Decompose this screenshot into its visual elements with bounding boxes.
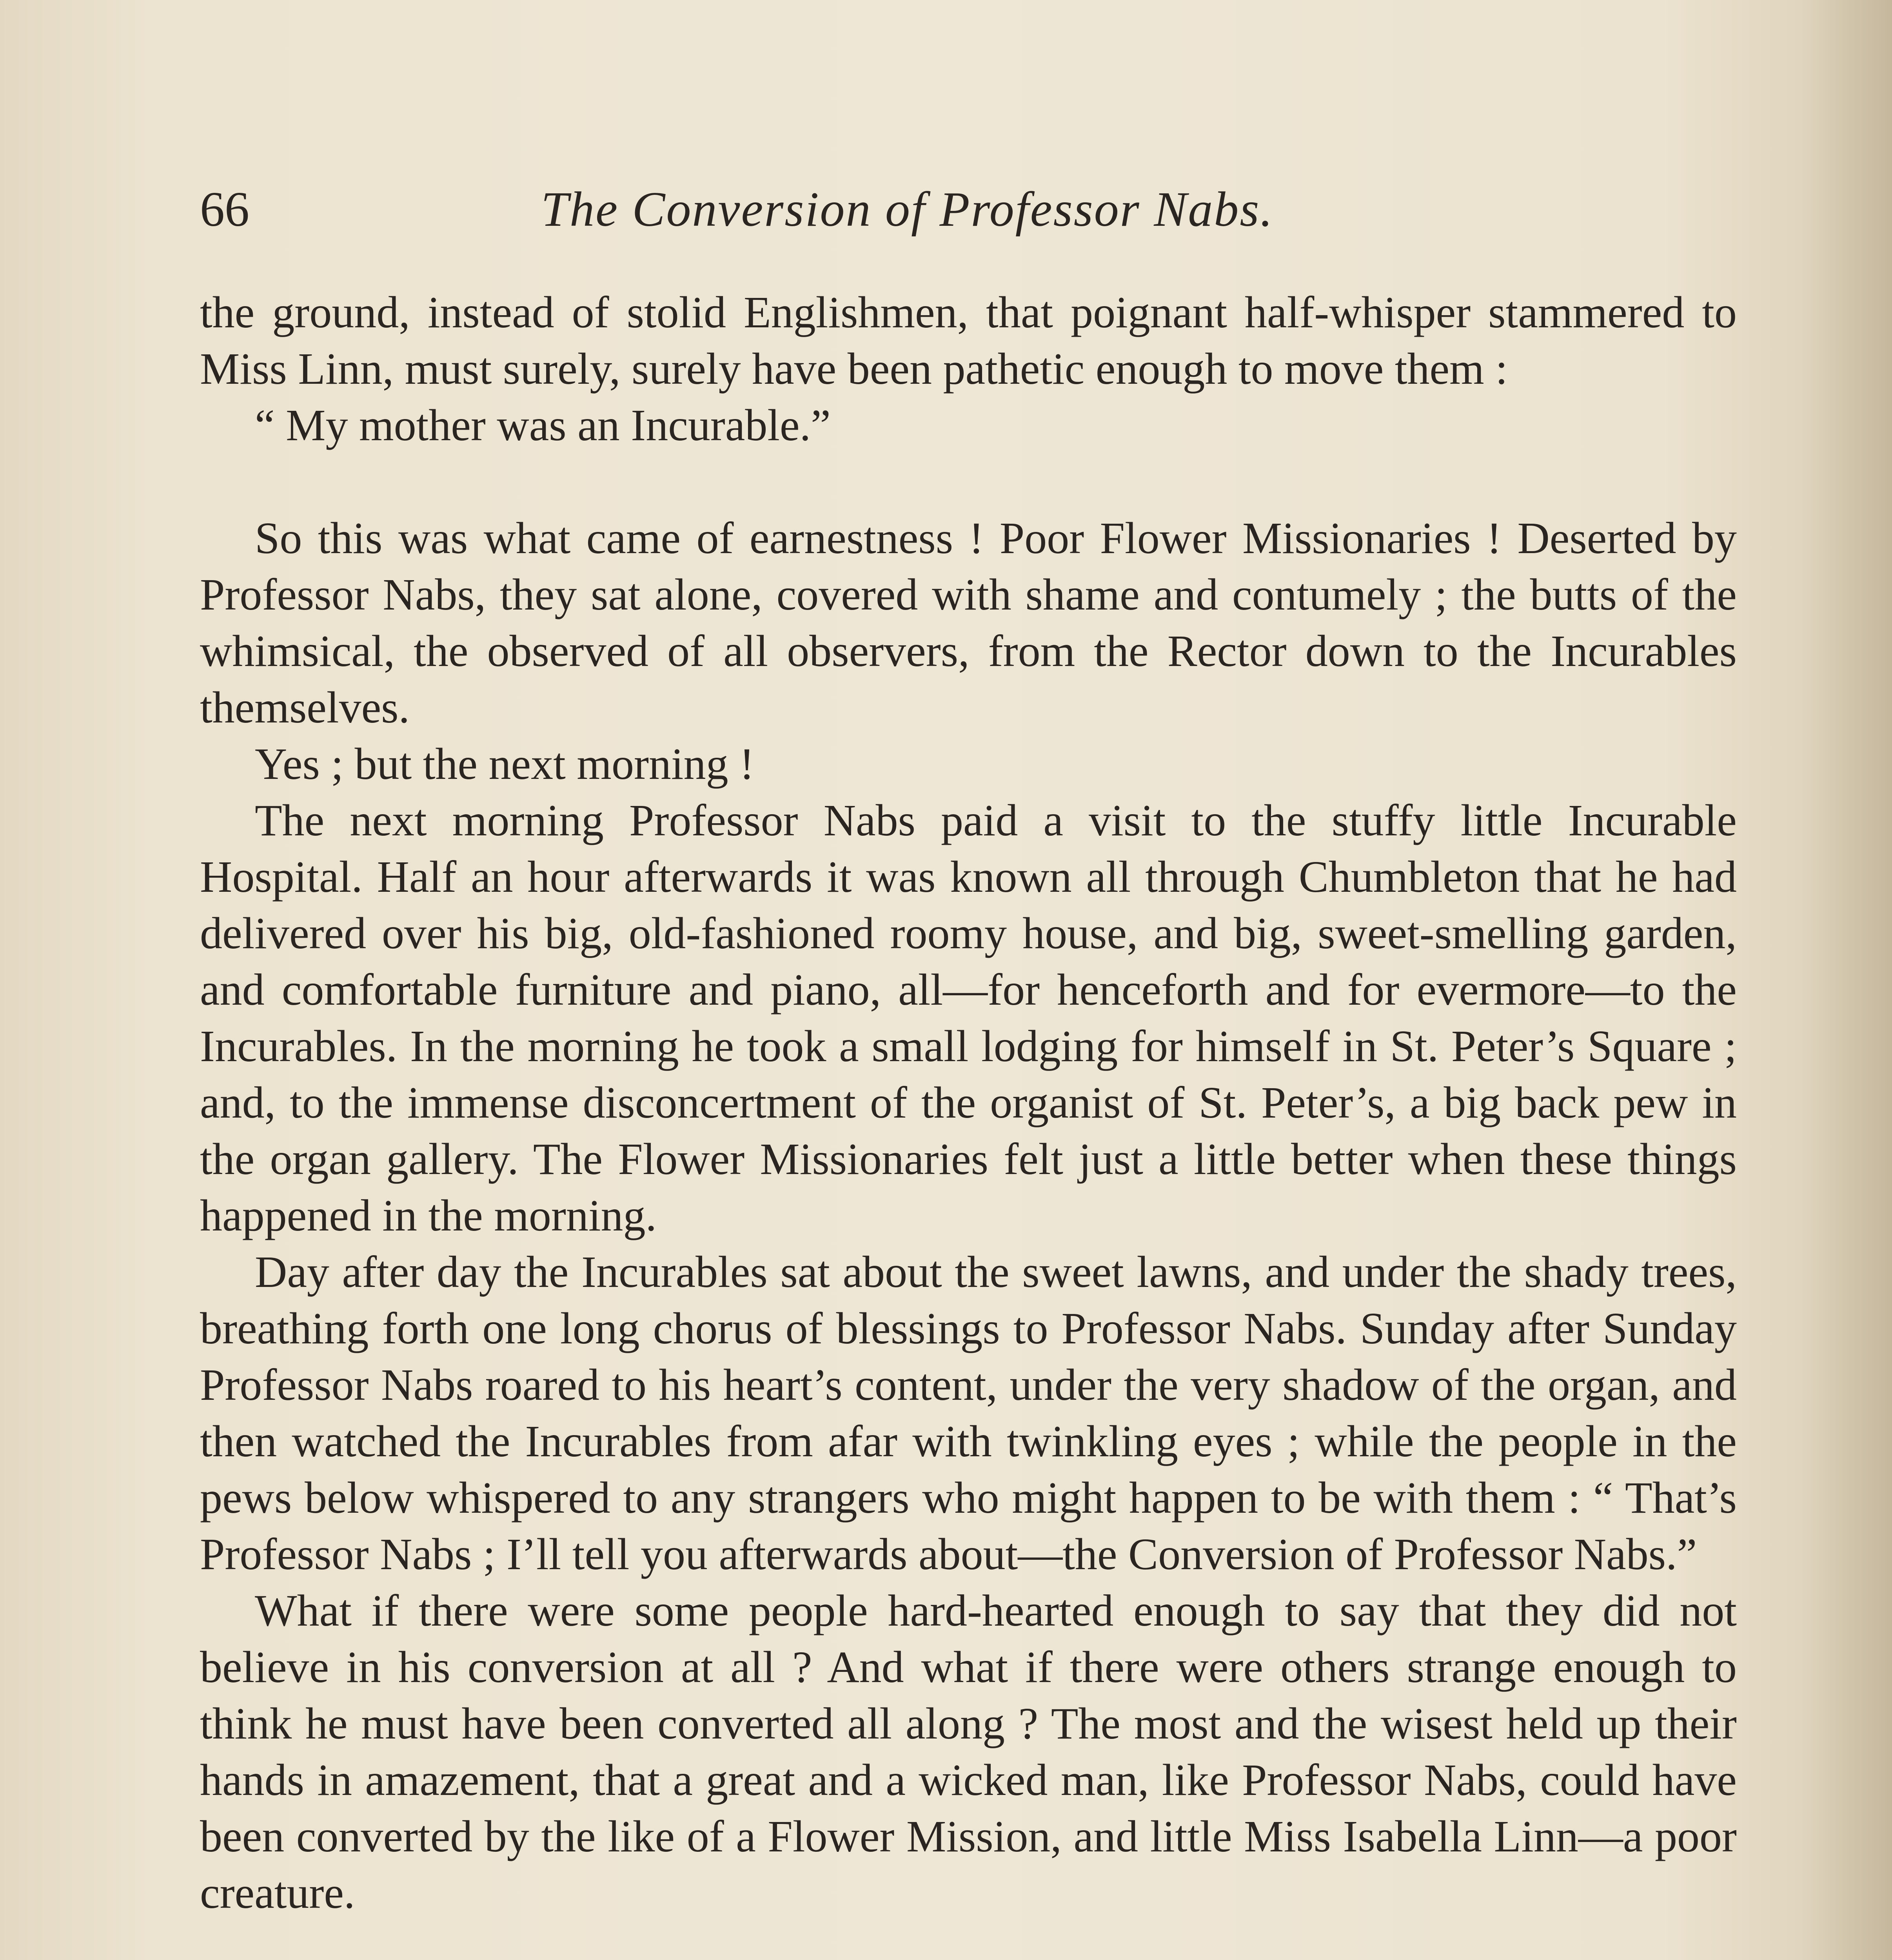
paragraph: What if there were some people hard-hearted enough to say that they did not believe in his conversion at all ? And what if there were others strange enough to think he must have been converted all along ? The most and the wisest held up their hands in amazement, that a great and a wicked man, like Professor Nabs, could have been converted by the like of a Flower Mission, and little Miss Isabella Linn—a poor creature. [200, 1586, 1737, 1918]
quote-line: “ My mother was an Incurable.” [255, 400, 831, 450]
paragraph-continuation: the ground, instead of stolid Englishmen, that poignant half-whisper stammered to Miss Linn, must surely, surely have been pathetic enough to move them : [200, 287, 1737, 394]
paragraph: The next morning Professor Nabs paid a visit to the stuffy little Incurable Hospital. Half an hour afterwards it was known all through Chumbleton that he had delivered over his big, old-fashioned roomy house, and big, sweet-smelling garden, and comfortable furniture and piano, all—for henceforth and for evermore—to the Incurables. In the morning he took a small lodging for himself in St. Peter’s Square ; and, to the immense disconcertment of the organist of St. Peter’s, a big back pew in the organ gallery. The Flower Missionaries felt just a little better when these things happened in the morning. [200, 795, 1737, 1240]
page-edge-shadow [1798, 0, 1892, 1960]
paragraph: Day after day the Incurables sat about the sweet lawns, and under the shady trees, breathing forth one long chorus of blessings to Professor Nabs. Sunday after Sunday Professor Nabs roared to his heart’s content, under the very shadow of the organ, and then watched the Incurables from afar with twinkling eyes ; while the people in the pews below whispered to any strangers who might happen to be with them : “ That’s Professor Nabs ; I’ll tell you afterwards about—the Conversion of Professor Nabs.” [200, 1247, 1737, 1579]
page-header [200, 178, 1764, 241]
paragraph: Yes ; but the next morning ! [255, 739, 755, 789]
running-title: The Conversion of Professor Nabs. [541, 182, 1274, 237]
body-text [200, 284, 1737, 1960]
page-number: 66 [200, 182, 249, 237]
paragraph: So this was what came of earnestness ! Poor Flower Missionaries ! Deserted by Professor Nabs, they sat alone, covered with shame and contumely ; the butts of the whimsical, the observed of all observers, from the Rector down to the Incurables themselves. [200, 513, 1737, 732]
